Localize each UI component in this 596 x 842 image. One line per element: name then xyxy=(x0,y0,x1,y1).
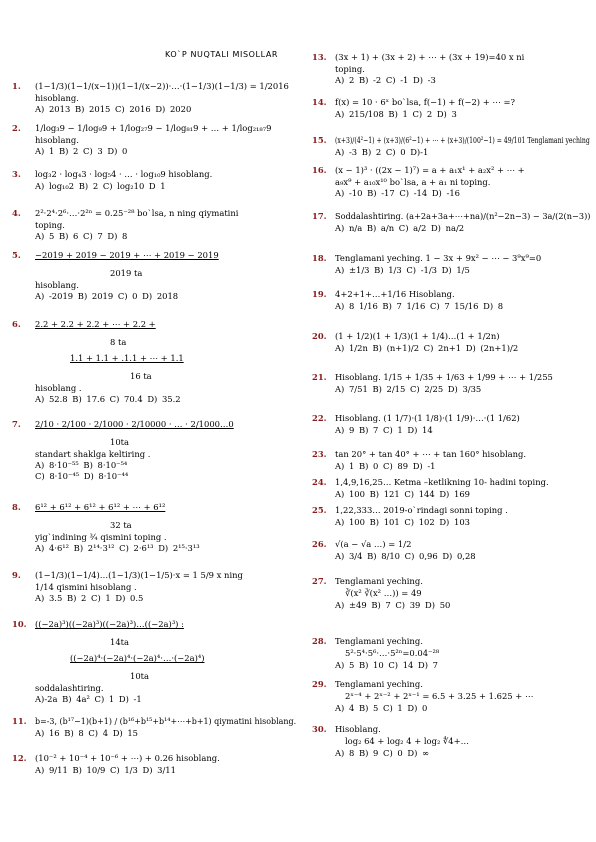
problem-statement: Tenglamani yeching. xyxy=(335,576,423,586)
problem-number: 18. xyxy=(312,253,327,263)
problem-statement: (10⁻² + 10⁻⁴ + 10⁻⁶ + ⋯) + 0.26 hisoblang. xyxy=(35,753,220,763)
answer-options: A) 1 B) 0 C) 89 D) -1 xyxy=(335,461,436,471)
problem-statement-line2: 2ˣ⁻⁴ + 2ˣ⁻² + 2ˣ⁻¹ = 6.5 + 3.25 + 1.625 + ⋯ xyxy=(345,691,534,701)
answer-options: A) 8 1/16 B) 7 1/16 C) 7 15/16 D) 8 xyxy=(335,301,504,311)
answer-options: A) ±49 B) 7 C) 39 D) 50 xyxy=(335,600,451,610)
problem-number: 20. xyxy=(312,331,327,341)
problem-number: 28. xyxy=(312,636,327,646)
problem-continuation: hisoblang. xyxy=(35,93,79,103)
problem-statement: Hisoblang. (1 1/7)·(1 1/8)·(1 1/9)·…·(1 1/62) xyxy=(335,413,520,423)
term-count-label: 32 ta xyxy=(110,520,132,530)
problem-number: 7. xyxy=(12,419,21,429)
problem-number: 25. xyxy=(312,505,327,515)
problem-number: 13. xyxy=(312,52,327,62)
problem-statement: tan 20° + tan 40° + ⋯ + tan 160° hisoblang. xyxy=(335,449,527,459)
answer-options: A) 4 B) 5 C) 1 D) 0 xyxy=(335,703,428,713)
problem-number: 16. xyxy=(312,165,327,175)
problem-number: 27. xyxy=(312,576,327,586)
answer-options: A) 2013 B) 2015 C) 2016 D) 2020 xyxy=(35,104,192,114)
problem-statement: Soddalashtiring. (a+2a+3a+⋯+na)/(n²−2n−3) − 3a/(2(n−3)) xyxy=(335,211,591,221)
answer-options: A) log₁₀2 B) 2 C) log₂10 D 1 xyxy=(35,181,166,191)
problem-number: 29. xyxy=(312,679,327,689)
answer-options: A) 4·6¹² B) 2¹⁴·3¹² C) 2·6¹³ D) 2¹⁵·3¹³ xyxy=(35,543,200,553)
answer-options: A) 1 B) 2 C) 3 D) 0 xyxy=(35,146,128,156)
problem-statement: 4+2+1+…+1/16 Hisoblang. xyxy=(335,289,455,299)
problem-statement: log₃2 · log₄3 · log₅4 · … · log₁₀9 hisoblang. xyxy=(35,169,213,179)
problem-statement: (1 + 1/2)(1 + 1/3)(1 + 1/4)…(1 + 1/2n) xyxy=(335,331,500,341)
problem-continuation: toping. xyxy=(35,220,65,230)
problem-number: 1. xyxy=(12,81,21,91)
problem-statement: 1,22,333… 2019-o`rindagi sonni toping . xyxy=(335,505,508,515)
answer-options: A) -3 B) 2 C) 0 D)-1 xyxy=(335,147,429,157)
answer-options: A) 5 B) 6 C) 7 D) 8 xyxy=(35,231,128,241)
term-count-label: 8 ta xyxy=(110,337,127,347)
term-count-label: 14ta xyxy=(110,637,130,647)
term-count-label-2: 10ta xyxy=(130,671,150,681)
problem-statement: (x − 1)³ · ((2x − 1)⁷) = a + a₁x¹ + a₂x² + ⋯ + xyxy=(335,165,525,175)
answer-options: A) 215/108 B) 1 C) 2 D) 3 xyxy=(335,109,457,119)
answer-options: A) n/a B) a/n C) a/2 D) na/2 xyxy=(335,223,465,233)
problem-statement: −2019 + 2019 − 2019 + ⋯ + 2019 − 2019 xyxy=(35,250,219,260)
answer-options: A) -2019 B) 2019 C) 0 D) 2018 xyxy=(35,291,179,301)
problem-number: 14. xyxy=(312,97,327,107)
problem-statement: Tenglamani yeching. 1 − 3x + 9x² − ⋯ − 3⁹x⁹=0 xyxy=(335,253,542,263)
answer-options: A) ±1/3 B) 1/3 C) -1/3 D) 1/5 xyxy=(335,265,470,275)
answer-options: A) 1/2n B) (n+1)/2 C) 2n+1 D) (2n+1)/2 xyxy=(335,343,519,353)
answer-options: A) 8·10⁻⁵⁵ B) 8·10⁻⁵⁴ xyxy=(35,460,128,470)
problem-statement-line2: ∛(x² ∛(x² …)) = 49 xyxy=(345,588,422,598)
answer-options: A) 7/51 B) 2/15 C) 2/25 D) 3/35 xyxy=(335,384,482,394)
answer-options: A) 5 B) 10 C) 14 D) 7 xyxy=(335,660,439,670)
problem-statement: 2.2 + 2.2 + 2.2 + ⋯ + 2.2 + xyxy=(35,319,156,329)
problem-continuation: a₉x⁹ + a₁₀x¹⁰ bo`lsa, a + a₁ ni toping. xyxy=(335,177,491,187)
problem-statement: ((−2a)³)((−2a)³)((−2a)³)…((−2a)³) : xyxy=(35,619,184,629)
term-count-label: 2019 ta xyxy=(110,268,143,278)
problem-statement: (x+3)/(4²−1) + (x+3)/(6²−1) + ⋯ + (x+3)/(100²−1) = 49/101 Tenglamani yeching xyxy=(335,135,590,145)
problem-statement: 6¹² + 6¹² + 6¹² + 6¹² + ⋯ + 6¹² xyxy=(35,502,166,512)
problem-number: 23. xyxy=(312,449,327,459)
term-count-label: 10ta xyxy=(110,437,130,447)
problem-number: 6. xyxy=(12,319,21,329)
problem-statement: (3x + 1) + (3x + 2) + ⋯ + (3x + 19)=40 x ni xyxy=(335,52,525,62)
problem-continuation: yig`indining ¾ qismini toping . xyxy=(35,532,167,542)
answer-options: A) 3.5 B) 2 C) 1 D) 0.5 xyxy=(35,593,144,603)
problem-number: 12. xyxy=(12,753,27,763)
problem-number: 11. xyxy=(12,716,27,726)
problem-continuation: soddalashtiring. xyxy=(35,683,104,693)
problem-continuation: standart shaklga keltiring . xyxy=(35,449,151,459)
problem-number: 21. xyxy=(312,372,327,382)
problem-number: 30. xyxy=(312,724,327,734)
page-title: KO`P NUQTALI MISOLLAR xyxy=(165,50,279,59)
problem-number: 17. xyxy=(312,211,327,221)
problem-continuation: 1/14 qismini hisoblang . xyxy=(35,582,137,592)
problem-number: 9. xyxy=(12,570,21,580)
problem-number: 4. xyxy=(12,208,21,218)
problem-statement-line2: log₂ 64 + log₂ 4 + log₂ ∜4+… xyxy=(345,736,470,746)
problem-continuation: hisoblang . xyxy=(35,383,82,393)
problem-statement-line2: ((−2a)⁴·(−2a)⁴·(−2a)⁴·…·(−2a)⁴) xyxy=(70,653,205,663)
problem-statement: (1−1/3)(1−1/(x−1))(1−1/(x−2))·…·(1−1/3)(1−1/3) = 1/2016 xyxy=(35,81,289,91)
problem-statement: f(x) = 10 · 6ˣ bo`lsa, f(−1) + f(−2) + ⋯ =? xyxy=(335,97,515,107)
answer-options: A) 16 B) 8 C) 4 D) 15 xyxy=(35,728,139,738)
problem-statement: Hisoblang. xyxy=(335,724,381,734)
problem-continuation: hisoblang. xyxy=(35,280,79,290)
problem-statement: √(a − √a …) = 1/2 xyxy=(335,539,412,549)
answer-options: A) 52.8 B) 17.6 C) 70.4 D) 35.2 xyxy=(35,394,181,404)
problem-statement-line2: 1.1 + 1.1 + .1.1 + ⋯ + 1.1 xyxy=(70,353,184,363)
problem-number: 10. xyxy=(12,619,27,629)
problem-number: 2. xyxy=(12,123,21,133)
problem-statement: 1/log₃9 − 1/log₉9 + 1/log₂₇9 − 1/log₈₁9 + … + 1/log₂₁₈₇9 xyxy=(35,123,272,133)
answer-options: A)-2a B) 4a² C) 1 D) -1 xyxy=(35,694,142,704)
problem-statement: 2/10 · 2/100 · 2/1000 · 2/10000 · … · 2/1000…0 xyxy=(35,419,234,429)
problem-number: 15. xyxy=(312,135,327,145)
problem-statement: Tenglamani yeching. xyxy=(335,636,423,646)
problem-statement: Hisoblang. 1/15 + 1/35 + 1/63 + 1/99 + ⋯ + 1/255 xyxy=(335,372,553,382)
problem-statement: (1−1/3)(1−1/4)…(1−1/3)(1−1/5)·x = 1 5/9 x ning xyxy=(35,570,243,580)
answer-options: A) 9/11 B) 10/9 C) 1/3 D) 3/11 xyxy=(35,765,176,775)
answer-options: A) 100 B) 121 C) 144 D) 169 xyxy=(335,489,470,499)
problem-number: 19. xyxy=(312,289,327,299)
answer-options: A) 3/4 B) 8/10 C) 0,96 D) 0,28 xyxy=(335,551,476,561)
answer-options: A) -10 B) -17 C) -14 D) -16 xyxy=(335,188,460,198)
problem-number: 3. xyxy=(12,169,21,179)
answer-options: A) 9 B) 7 C) 1 D) 14 xyxy=(335,425,433,435)
problem-number: 26. xyxy=(312,539,327,549)
problem-number: 24. xyxy=(312,477,327,487)
problem-statement: b=-3, (b¹⁷−1)(b+1) / (b¹⁶+b¹⁵+b¹⁴+⋯+b+1) qiymatini hisoblang. xyxy=(35,716,297,726)
answer-options: A) 2 B) -2 C) -1 D) -3 xyxy=(335,75,436,85)
problem-statement: Tenglamani yeching. xyxy=(335,679,423,689)
problem-number: 5. xyxy=(12,250,21,260)
problem-continuation: hisoblang. xyxy=(35,135,79,145)
problem-statement: 1,4,9,16,25… Ketma –ketlikning 10- hadini toping. xyxy=(335,477,549,487)
term-count-label-2: 16 ta xyxy=(130,371,152,381)
problem-continuation: toping. xyxy=(335,64,365,74)
problem-statement-line2: 5²·5⁴·5⁶·…·5²ⁿ=0.04⁻²⁸ xyxy=(345,648,440,658)
problem-statement: 2²·2⁴·2⁶·…·2²ⁿ = 0.25⁻²⁸ bo`lsa, n ning qiymatini xyxy=(35,208,239,218)
problem-number: 8. xyxy=(12,502,21,512)
problem-number: 22. xyxy=(312,413,327,423)
answer-options: A) 8 B) 9 C) 0 D) ∞ xyxy=(335,748,429,758)
answer-options: A) 100 B) 101 C) 102 D) 103 xyxy=(335,517,470,527)
answer-options-line2: C) 8·10⁻⁴⁵ D) 8·10⁻⁴⁴ xyxy=(35,471,129,481)
